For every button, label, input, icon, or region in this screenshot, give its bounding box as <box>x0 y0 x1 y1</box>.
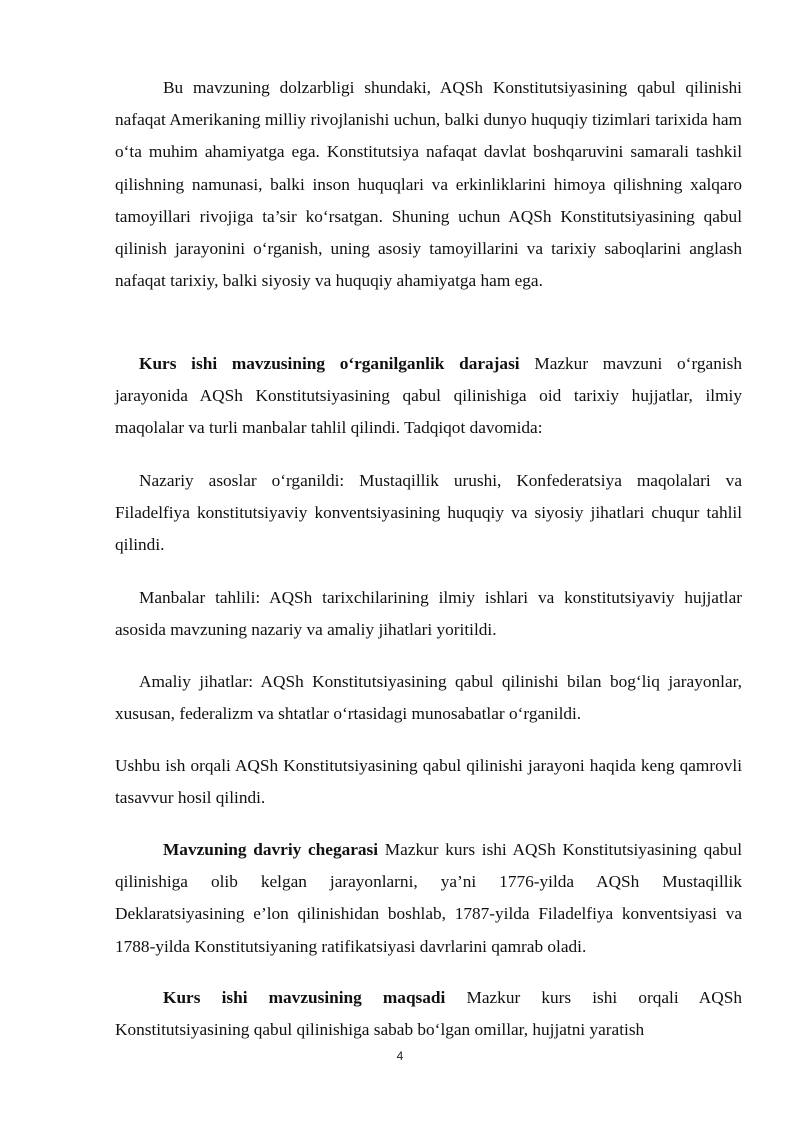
paragraph-practical-aspects <box>115 666 742 730</box>
paragraph-goal <box>115 982 742 1046</box>
paragraph-text: Amaliy jihatlar: AQSh Konstitutsiyasining qabul qilinishi bilan bog‘liq jarayonlar, xususan, federalizm va shtatlar o‘rtasidagi munosabatlar o‘rganildi. <box>115 672 742 724</box>
paragraph-relevance <box>115 72 742 297</box>
paragraph-text: Mazkur kurs ishi AQSh Konstitutsiyasining qabul qilinishiga olib kelgan jarayonlarni, ya’ni 1776-yilda AQSh Mustaqillik Deklaratsiyasining e’lon qilinishidan boshlab, 1787-yilda Filadelfiya konventsiyasi va 1788-yilda Konstitutsiyaning ratifikatsiyasi davrlarini qamrab oladi. <box>115 840 742 956</box>
paragraph-study-degree <box>115 348 742 445</box>
page-number: 4 <box>396 1049 404 1063</box>
paragraph-text: Mazkur kurs ishi orqali AQSh Konstitutsiyasining qabul qilinishiga sabab bo‘lgan omillar, hujjatni yaratish <box>115 988 743 1040</box>
paragraph-text: Mazkur mavzuni o‘rganish jarayonida AQSh Konstitutsiyasining qabul qilinishiga oid tarixiy hujjatlar, ilmiy maqolalar va turli manbalar tahlil qilindi. Tadqiqot davomida: <box>115 354 743 438</box>
paragraph-time-frame <box>115 834 742 963</box>
paragraph-heading: Mavzuning davriy chegarasi <box>163 840 379 859</box>
paragraph-text: Ushbu ish orqali AQSh Konstitutsiyasining qabul qilinishi jarayoni haqida keng qamrovli tasavvur hosil qilindi. <box>115 756 742 808</box>
paragraph-heading: Kurs ishi mavzusining o‘rganilganlik darajasi <box>139 354 520 373</box>
paragraph-text: Manbalar tahlili: AQSh tarixchilarining ilmiy ishlari va konstitutsiyaviy hujjatlar asosida mavzuning nazariy va amaliy jihatlari yoritildi. <box>115 588 742 640</box>
paragraph-summary <box>115 750 742 814</box>
paragraph-text: Nazariy asoslar o‘rganildi: Mustaqillik urushi, Konfederatsiya maqolalari va Filadelfiya konstitutsiyaviy konventsiyasining huquqiy va siyosiy jihatlari chuqur tahlil qilindi. <box>115 471 742 555</box>
paragraph-source-analysis <box>115 582 742 646</box>
paragraph-text: Bu mavzuning dolzarbligi shundaki, AQSh Konstitutsiyasining qabul qilinishi nafaqat Amerikaning milliy rivojlanishi uchun, balki dunyo huquqiy tizimlari tarixida ham o‘ta muhim ahamiyatga ega. Konstitutsiya nafaqat davlat boshqaruvini samarali tashkil qilishning namunasi, balki inson huquqlari va erkinliklarini himoya qilishning xalqaro tamoyillari rivojiga ta’sir ko‘rsatgan. Shuning uchun AQSh Konstitutsiyasining qabul qilinish jarayonini o‘rganish, uning asosiy tamoyillarini va tarixiy saboqlarini anglash nafaqat tarixiy, balki siyosiy va huquqiy ahamiyatga ham ega. <box>115 78 742 291</box>
paragraph-heading: Kurs ishi mavzusining maqsadi <box>163 988 446 1007</box>
paragraph-theoretical-basis <box>115 465 742 562</box>
